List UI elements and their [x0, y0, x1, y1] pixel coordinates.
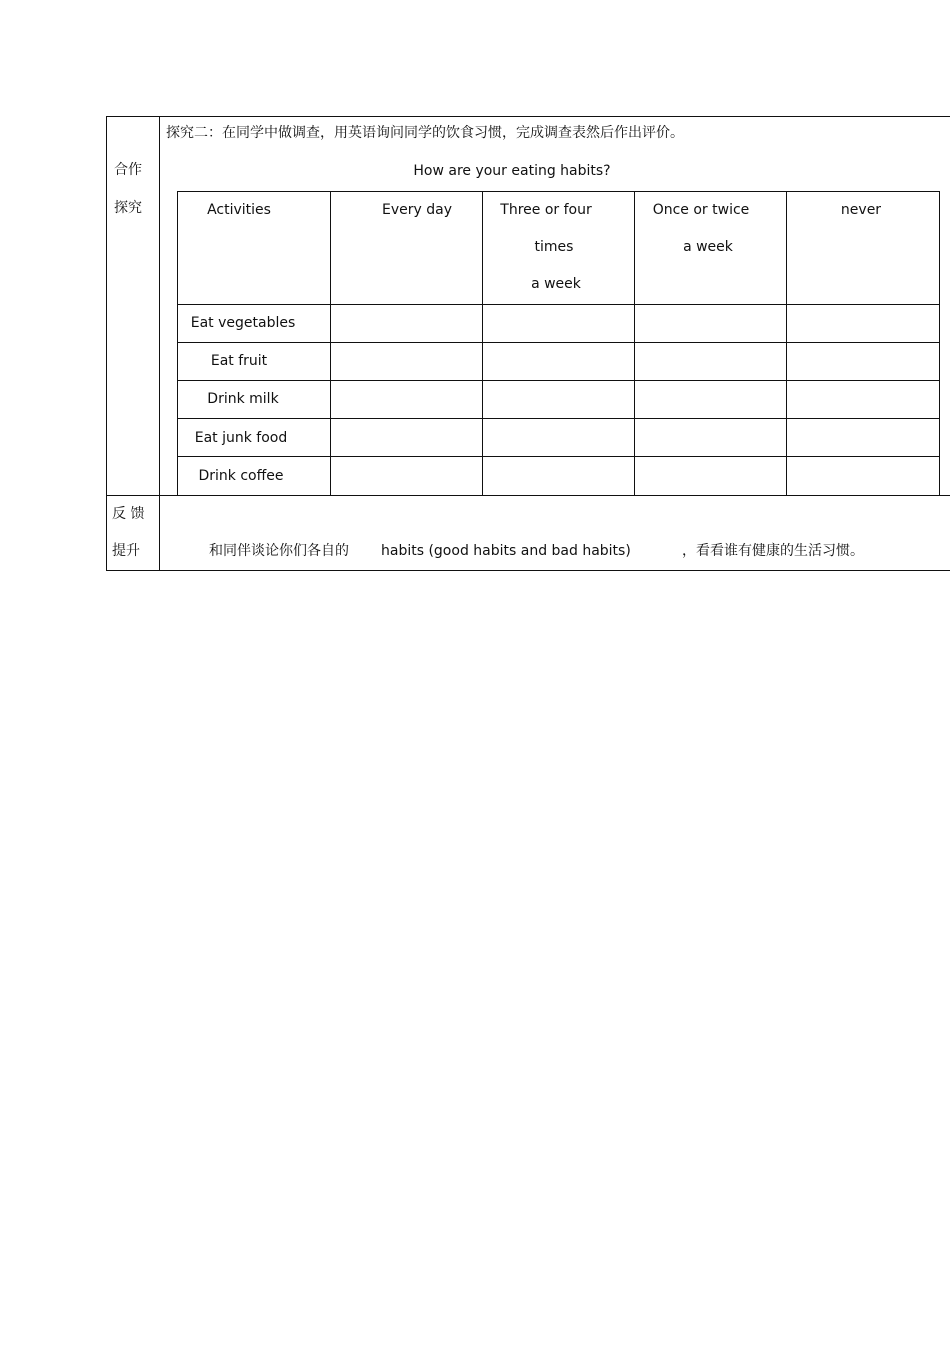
section2-label-line1: 反 馈 — [112, 506, 145, 522]
table-row-label: Eat fruit — [210, 353, 268, 369]
section2-label-line2: 提升 — [112, 543, 140, 559]
outer-left-border — [106, 116, 107, 571]
survey-table — [177, 191, 940, 496]
section2-text-part1: 和同伴谈论你们各自的 — [209, 543, 349, 559]
header-three-or-four-line1: Three or four — [500, 202, 592, 218]
table-row-label: Drink coffee — [198, 468, 284, 484]
header-three-or-four-line2: times — [534, 239, 574, 255]
table-row-label: Eat vegetables — [190, 315, 296, 331]
section2-text-part2: habits (good habits and bad habits) — [381, 543, 631, 559]
header-activities: Activities — [207, 202, 271, 218]
header-three-or-four-line3: a week — [531, 276, 581, 292]
outer-top-border — [106, 116, 950, 117]
table-row-label: Eat junk food — [194, 430, 288, 446]
survey-title: How are your eating habits? — [413, 163, 611, 179]
header-never: never — [840, 202, 882, 218]
header-every-day: Every day — [382, 202, 452, 218]
header-once-or-twice-line1: Once or twice — [652, 202, 750, 218]
outer-bottom-border — [106, 570, 950, 571]
section1-instruction: 探究二：在同学中做调查，用英语询问同学的饮食习惯，完成调查表然后作出评价。 — [166, 125, 684, 141]
header-once-or-twice-line2: a week — [683, 239, 733, 255]
section2-text-part3: ，看看谁有健康的生活习惯。 — [682, 543, 864, 559]
label-column-divider — [159, 116, 160, 571]
section1-label-line1: 合作 — [114, 162, 142, 178]
table-row-label: Drink milk — [207, 391, 279, 407]
section1-label-line2: 探究 — [114, 200, 142, 216]
